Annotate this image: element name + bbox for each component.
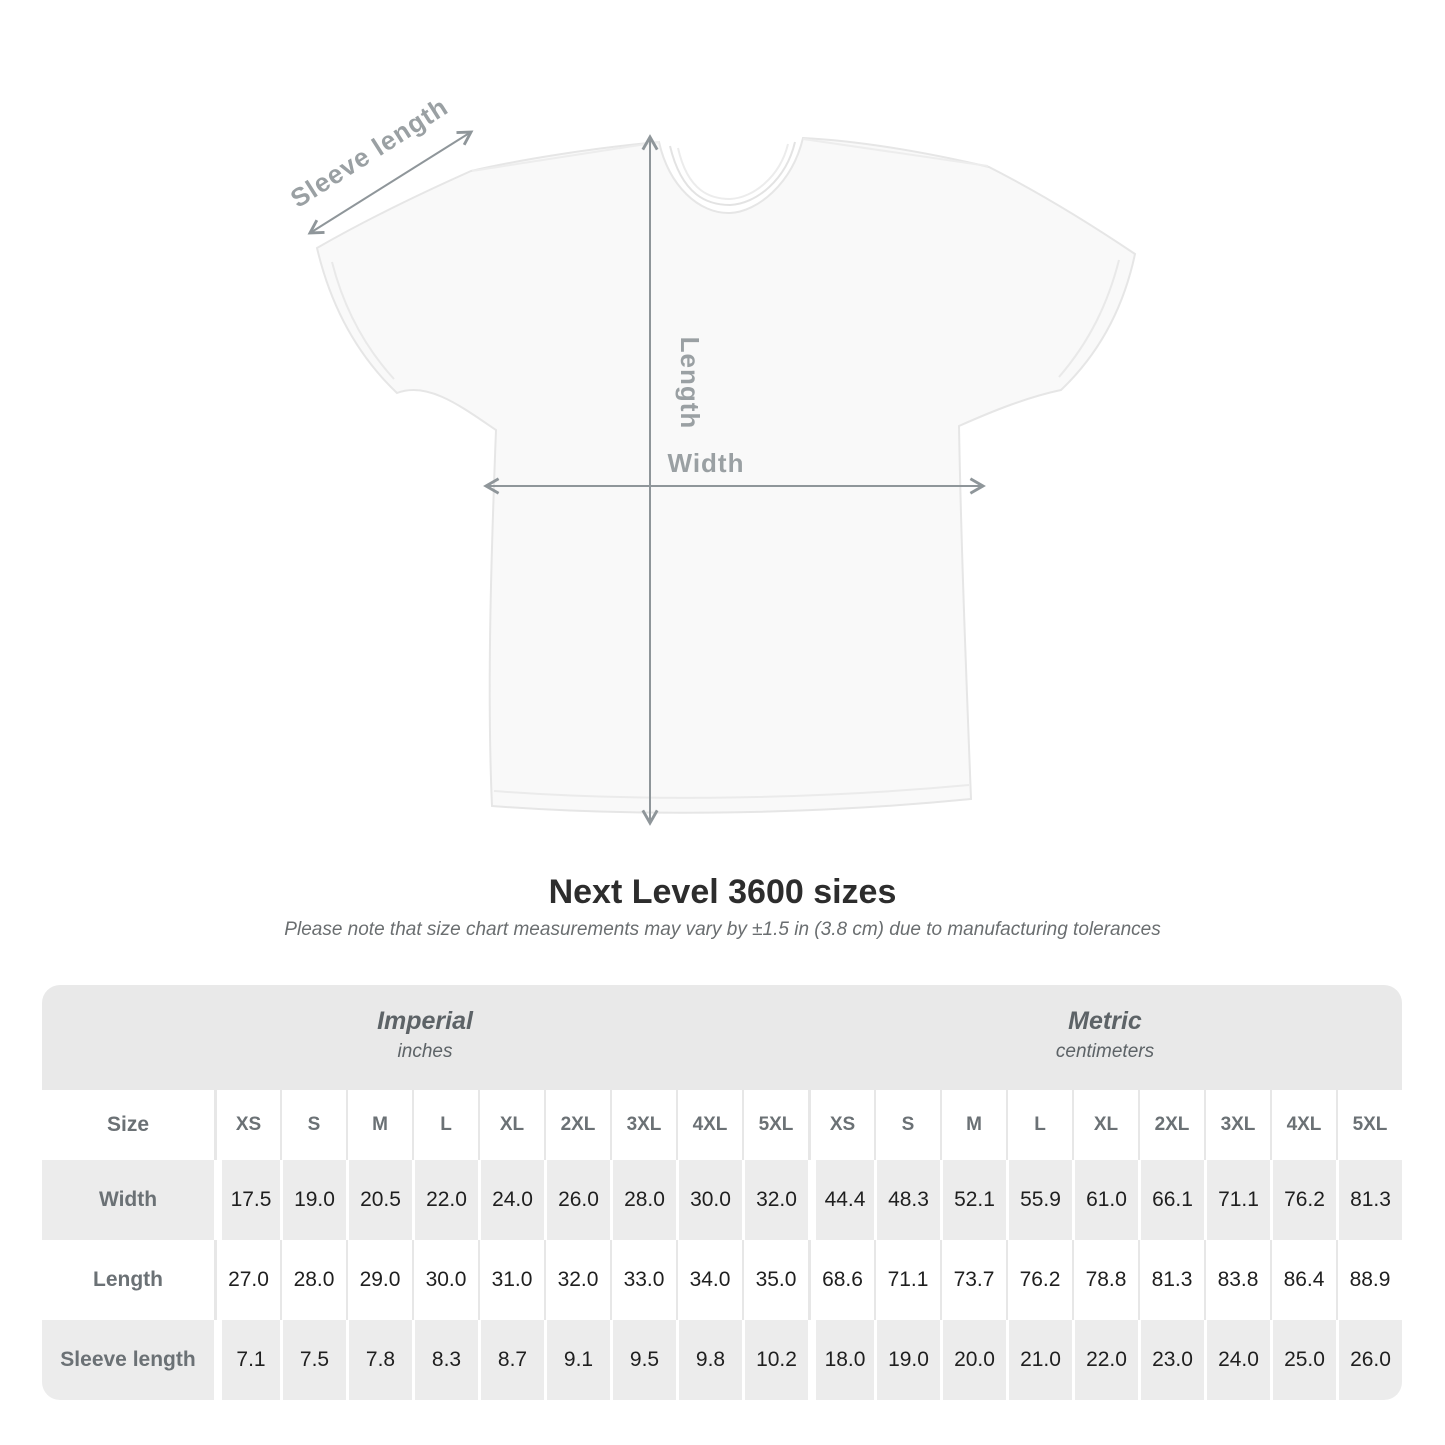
- table-cell: 44.4: [808, 1160, 874, 1240]
- table-cell: 19.0: [280, 1160, 346, 1240]
- table-cell: 19.0: [874, 1320, 940, 1400]
- sleeve-length-label: Sleeve length: [284, 91, 454, 214]
- size-table: [42, 985, 1402, 1400]
- page-title: Next Level 3600 sizes: [548, 873, 897, 911]
- table-cell: 2XL: [1138, 1090, 1204, 1160]
- table-cell: 81.3: [1138, 1240, 1204, 1320]
- table-cell: 5XL: [742, 1090, 808, 1160]
- table-cell: 9.8: [676, 1320, 742, 1400]
- table-cell: 33.0: [610, 1240, 676, 1320]
- table-cell: 9.1: [544, 1320, 610, 1400]
- table-cell: 4XL: [676, 1090, 742, 1160]
- table-cell: XS: [808, 1090, 874, 1160]
- table-cell: 88.9: [1336, 1240, 1402, 1320]
- table-cell: L: [1006, 1090, 1072, 1160]
- row-label: Sleeve length: [60, 1348, 196, 1371]
- imperial-title: Imperial: [377, 1006, 473, 1035]
- table-cell: 22.0: [412, 1160, 478, 1240]
- table-cell: S: [280, 1090, 346, 1160]
- table-cell: XS: [214, 1090, 280, 1160]
- table-cell: 5XL: [1336, 1090, 1402, 1160]
- table-cell: 28.0: [610, 1160, 676, 1240]
- table-cell: 8.3: [412, 1320, 478, 1400]
- table-cell: XL: [1072, 1090, 1138, 1160]
- table-cell: 7.5: [280, 1320, 346, 1400]
- row-label: Width: [98, 1188, 158, 1211]
- measurement-row: [42, 1160, 1402, 1240]
- metric-subtitle: centimeters: [1055, 1040, 1155, 1062]
- table-cell: 48.3: [874, 1160, 940, 1240]
- table-cell: 27.0: [214, 1240, 280, 1320]
- table-cell: 34.0: [676, 1240, 742, 1320]
- table-cell: 61.0: [1072, 1160, 1138, 1240]
- table-cell: 32.0: [742, 1160, 808, 1240]
- table-cell: 21.0: [1006, 1320, 1072, 1400]
- measurement-row: [42, 1240, 1402, 1320]
- table-cell: 29.0: [346, 1240, 412, 1320]
- table-cell: 76.2: [1006, 1240, 1072, 1320]
- table-cell: M: [940, 1090, 1006, 1160]
- table-cell: 35.0: [742, 1240, 808, 1320]
- table-cell: 10.2: [742, 1320, 808, 1400]
- table-cell: S: [874, 1090, 940, 1160]
- table-cell: 8.7: [478, 1320, 544, 1400]
- table-cell: 66.1: [1138, 1160, 1204, 1240]
- size-grid: [42, 1090, 1402, 1400]
- tolerance-note: Please note that size chart measurements may vary by ±1.5 in (3.8 cm) due to manufacturing tolerances: [284, 919, 1161, 940]
- table-cell: 71.1: [874, 1240, 940, 1320]
- table-cell: 9.5: [610, 1320, 676, 1400]
- table-cell: 26.0: [1336, 1320, 1402, 1400]
- width-label: Width: [667, 448, 745, 478]
- table-cell: 28.0: [280, 1240, 346, 1320]
- measurement-row: [42, 1320, 1402, 1400]
- heading-block: [0, 872, 1445, 941]
- table-cell: 68.6: [808, 1240, 874, 1320]
- table-cell: 22.0: [1072, 1320, 1138, 1400]
- table-cell: 30.0: [676, 1160, 742, 1240]
- table-cell: L: [412, 1090, 478, 1160]
- unit-group-metric: [808, 985, 1402, 1090]
- table-cell: 55.9: [1006, 1160, 1072, 1240]
- size-header-row: [42, 1090, 1402, 1160]
- table-cell: 25.0: [1270, 1320, 1336, 1400]
- table-cell: 76.2: [1270, 1160, 1336, 1240]
- table-cell: 26.0: [544, 1160, 610, 1240]
- table-cell: 24.0: [478, 1160, 544, 1240]
- table-cell: 7.8: [346, 1320, 412, 1400]
- unit-group-imperial: [42, 985, 808, 1090]
- table-cell: M: [346, 1090, 412, 1160]
- table-cell: 17.5: [214, 1160, 280, 1240]
- table-cell: 24.0: [1204, 1320, 1270, 1400]
- unit-header-band: [42, 985, 1402, 1090]
- table-cell: 23.0: [1138, 1320, 1204, 1400]
- length-label: Length: [675, 336, 705, 430]
- table-cell: 20.0: [940, 1320, 1006, 1400]
- row-label: Size: [106, 1113, 150, 1136]
- table-cell: 20.5: [346, 1160, 412, 1240]
- table-cell: 78.8: [1072, 1240, 1138, 1320]
- table-cell: 81.3: [1336, 1160, 1402, 1240]
- table-cell: 52.1: [940, 1160, 1006, 1240]
- table-cell: 30.0: [412, 1240, 478, 1320]
- row-label: Length: [93, 1268, 163, 1291]
- table-cell: 18.0: [808, 1320, 874, 1400]
- table-cell: 86.4: [1270, 1240, 1336, 1320]
- table-cell: 32.0: [544, 1240, 610, 1320]
- imperial-subtitle: inches: [397, 1040, 453, 1062]
- table-cell: 71.1: [1204, 1160, 1270, 1240]
- table-cell: 3XL: [610, 1090, 676, 1160]
- table-cell: 7.1: [214, 1320, 280, 1400]
- metric-title: Metric: [1068, 1006, 1142, 1035]
- table-cell: 31.0: [478, 1240, 544, 1320]
- table-cell: XL: [478, 1090, 544, 1160]
- table-cell: 83.8: [1204, 1240, 1270, 1320]
- table-cell: 3XL: [1204, 1090, 1270, 1160]
- table-cell: 73.7: [940, 1240, 1006, 1320]
- table-cell: 2XL: [544, 1090, 610, 1160]
- table-cell: 4XL: [1270, 1090, 1336, 1160]
